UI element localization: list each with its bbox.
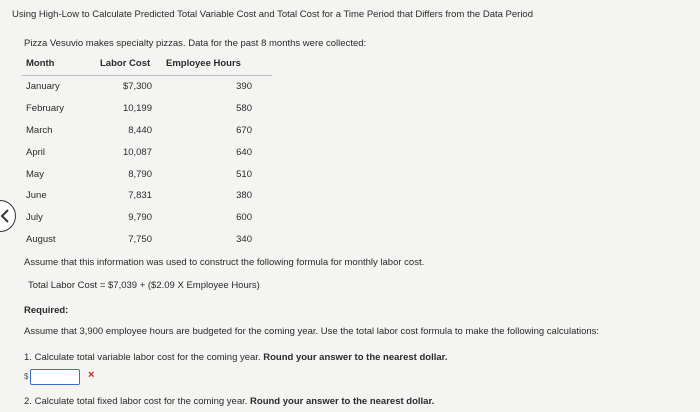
- hours-cell: 640: [236, 146, 252, 158]
- chevron-left-icon: [0, 209, 10, 223]
- table-header-row: [22, 58, 272, 76]
- hours-cell: 510: [236, 168, 252, 180]
- labor-cost-cell: 8,790: [128, 168, 152, 180]
- hours-cell: 340: [236, 233, 252, 245]
- month-cell: July: [26, 212, 43, 224]
- labor-cost-cell: 10,199: [122, 103, 152, 115]
- table-row: [22, 163, 272, 185]
- header-labor-cost: Labor Cost: [86, 58, 152, 76]
- question-instruction: Round your answer to the nearest dollar.: [263, 352, 448, 363]
- incorrect-icon: ×: [88, 369, 95, 381]
- hours-cell: 600: [236, 212, 252, 224]
- month-cell: January: [26, 81, 60, 93]
- table-row: [22, 141, 272, 163]
- back-button[interactable]: [0, 200, 16, 232]
- cost-formula: Total Labor Cost = $7,039 + ($2.09 X Employee Hours): [28, 280, 260, 291]
- header-employee-hours: Employee Hours: [152, 58, 272, 76]
- currency-symbol: $: [24, 372, 29, 381]
- month-cell: June: [26, 190, 47, 202]
- month-cell: February: [26, 103, 65, 115]
- intro-text: Pizza Vesuvio makes specialty pizzas. Data for the past 8 months were collected:: [24, 38, 367, 49]
- question-instruction: Round your answer to the nearest dollar.: [250, 396, 435, 407]
- table-row: [22, 120, 272, 142]
- labor-cost-cell: 9,790: [128, 212, 152, 224]
- labor-cost-cell: 7,831: [128, 190, 152, 202]
- assumption-text: Assume that this information was used to construct the following formula for monthly labor cost.: [24, 257, 425, 268]
- header-month: Month: [22, 58, 86, 76]
- question-text: Calculate total fixed labor cost for the coming year.: [34, 396, 248, 407]
- month-cell: March: [26, 124, 53, 136]
- problem-title: Using High-Low to Calculate Predicted Total Variable Cost and Total Cost for a Time Period that Differs from the Data Period: [12, 9, 533, 20]
- question-number: 2.: [24, 396, 32, 407]
- labor-cost-cell: 10,087: [122, 146, 152, 158]
- table-row: [22, 185, 272, 207]
- labor-cost-cell: 8,440: [128, 124, 152, 136]
- table-row: [22, 229, 272, 251]
- question-number: 1.: [24, 352, 32, 363]
- question-1: [24, 352, 447, 363]
- required-label: Required:: [24, 305, 69, 316]
- table-row: [22, 98, 272, 120]
- month-cell: August: [26, 233, 56, 245]
- question-2: [24, 396, 434, 407]
- labor-cost-cell: 7,750: [128, 233, 152, 245]
- hours-cell: 390: [236, 81, 252, 93]
- table-row: [22, 207, 272, 229]
- hours-cell: 580: [236, 103, 252, 115]
- data-table: [22, 58, 272, 250]
- question-text: Calculate total variable labor cost for the coming year.: [34, 352, 261, 363]
- answer-1-input[interactable]: [30, 369, 80, 385]
- table-row: [22, 76, 272, 98]
- month-cell: April: [26, 146, 46, 158]
- labor-cost-cell: $7,300: [122, 81, 152, 93]
- month-cell: May: [26, 168, 44, 180]
- hours-cell: 380: [236, 190, 252, 202]
- hours-cell: 670: [236, 124, 252, 136]
- budget-assumption-text: Assume that 3,900 employee hours are budgeted for the coming year. Use the total labor cost formula to make the following calculations:: [24, 326, 600, 337]
